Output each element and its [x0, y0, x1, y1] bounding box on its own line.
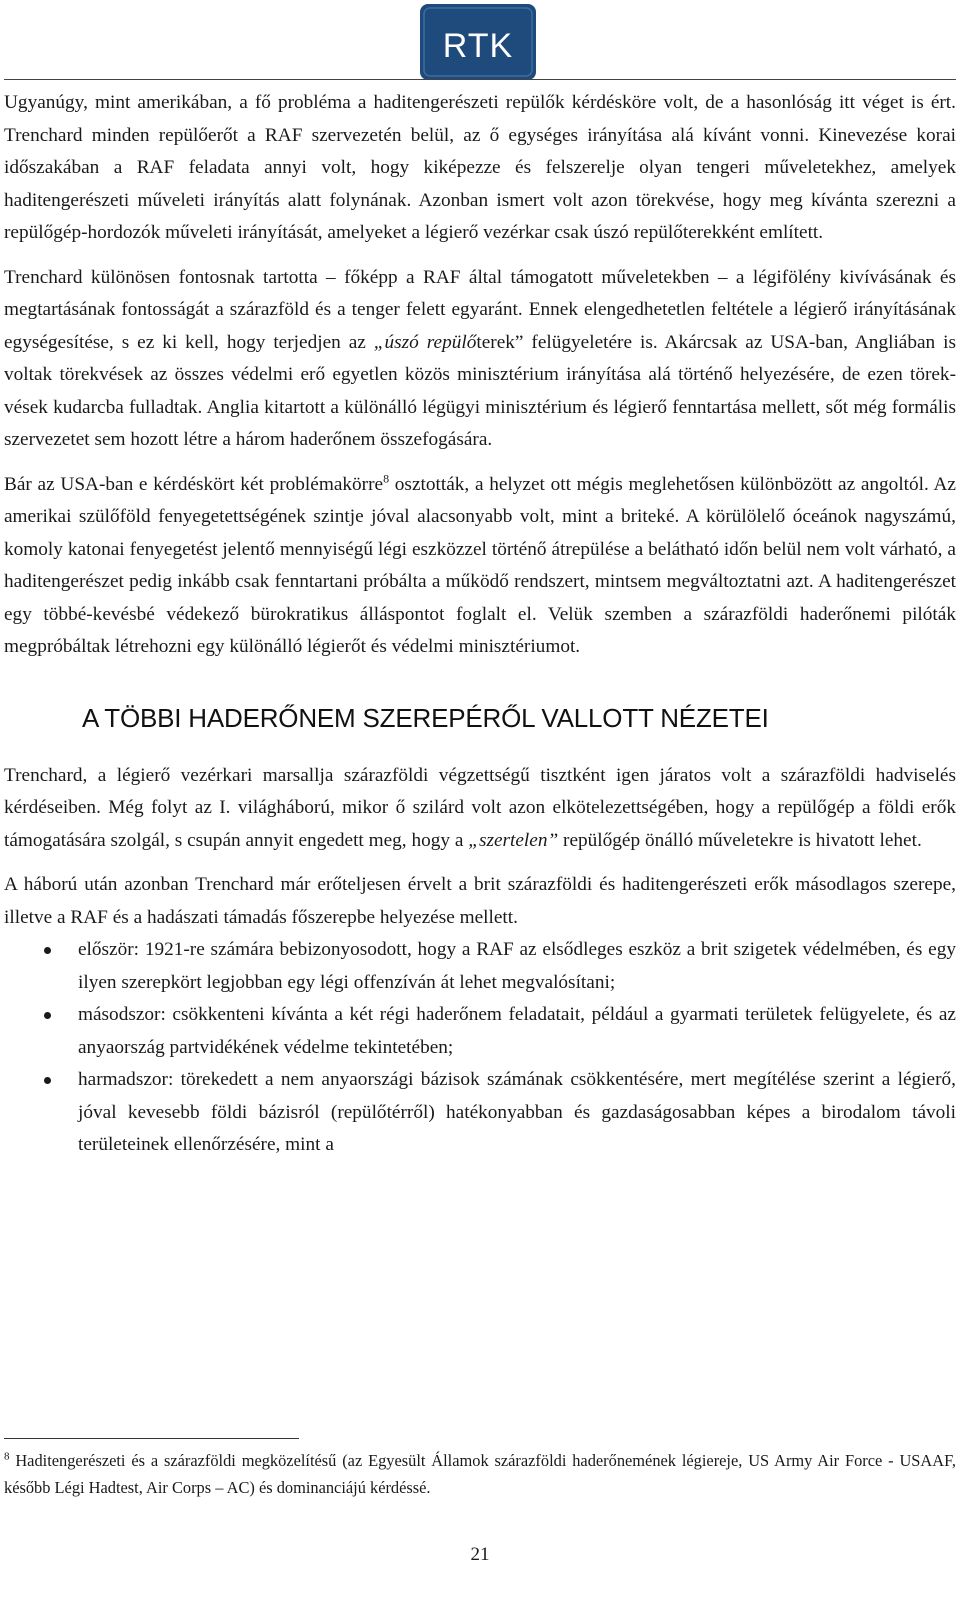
list-item: harmadszor: törekedett a nem anyaországi bázisok számának csökkentésére, mert megítélése szerint a légierő, jóval kevesebb földi bázisról (repülőtérről) hatékonyabban és gazdaságosabban képes a birodalom távoli területeinek ellenőrzésére, mint a	[4, 1064, 956, 1162]
footnote-rule	[4, 1438, 299, 1439]
footnote	[4, 1447, 956, 1501]
rtk-logo	[420, 4, 536, 80]
header-rule	[4, 79, 956, 80]
list-item: először: 1921-re számára bebizonyosodott, hogy a RAF az elsődleges eszköz a brit szigetek védelmében, és egy ilyen szerepkört legjobban egy légi offenzíván át lehet megvalósítani;	[4, 934, 956, 999]
paragraph: A háború után azonban Trenchard már erőteljesen érvelt a brit szárazföldi és haditengerészeti erők másodlagos szerepe, illetve a RAF és a hadászati támadás főszerepbe helyezése mellett.	[4, 874, 956, 928]
paragraph: Ugyanúgy, mint amerikában, a fő probléma a haditengerészeti repülők kérdésköre volt, de a hasonlóság itt véget is ért. Trenchard minden repülőerőt a RAF szervezetén belül, az ő egységes irányítása alá kívánt vonni. Kinevezése korai időszakában a RAF feladata annyi volt, hogy kiképezze és felszerelje olyan tengeri műveletekhez, amelyek haditengerészeti műveleti irányítás alatt folynának. Azonban ismert volt azon törekvése, hogy meg kívánta szerezni a repülőgép-hordozók műveleti irányítását, amelyeket a légierő vezérkar csak úszó repülőterekként említett.	[4, 92, 956, 243]
logo-text: RTK	[442, 27, 514, 65]
paragraph: Trenchard, a légierő vezérkari marsallja szárazföldi végzettségű tisztként igen járatos volt a szárazföldi hadviselés kérdéseiben. Még folyt az I. világháború, mikor ő szilárd volt azon elkötelezettségében, hogy a repülőgép a földi erők támogatására szolgál, s csupán annyit engedett meg, hogy a „szertelen” repülőgép önálló műveletekre is hivatott lehet.	[4, 764, 956, 851]
list-item: másodszor: csökkenteni kívánta a két régi haderőnem feladatait, például a gyarmati területek felügyelete, és az anyaország partvidékének védelme tekintetében;	[4, 999, 956, 1064]
footnote-reference[interactable]: 8	[383, 471, 390, 486]
bullet-icon	[44, 1077, 51, 1084]
bullet-list	[4, 934, 956, 1162]
bullet-icon	[44, 1012, 51, 1019]
paragraph: Bár az USA-ban e kérdéskört két problémakörre$^8$ osztották, a helyzet ott mégis meglehetősen különbözött az angoltól. Az amerikai szülőföld fenyegetettségének szintje jóval alacsonyabb volt, mint a briteké. A körülölelő óceánok nagyszámú, komoly katonai fenyegetést jelentő mennyiségű légi eszközzel történő átrepülése a belátható időn belül nem volt várható, a haditengerészet pedig inkább csak fenntartani próbálta a működő rendszert, mintsem megváltoztatni azt. A haditengerészet egy többé-kevésbé védekező bürokratikus álláspontot foglalt el. Velük szemben a szárazföldi haderőnemi pilóták megpróbáltak létrehozni egy különálló légierőt és védelmi minisztériumot.	[4, 471, 956, 657]
paragraph: Trenchard különösen fontosnak tartotta – főképp a RAF által támogatott műveletekben – a légifölény kivívásának és megtartásának fontosságát a szárazföld és a tenger felett egyaránt. Ennek elengedhetetlen feltétele a légierő irányításának egységesítése, s ez ki kell, hogy terjedjen az „úszó repülőterek” felügyeletére is. Akárcsak az USA-ban, Angliában is voltak törekvések az összes védelmi erő egyetlen közös minisztérium irányítása alá történő helyezésére, de ezen törekvések kudarcba fulladtak. Anglia kitartott a különálló légügyi minisztérium és légierő fenntartása mellett, sőt még formális szervezetet sem hozott létre a három haderőnem összefogására.	[4, 266, 956, 450]
body-text	[4, 87, 956, 1162]
section-heading: A TÖBBI HADERŐNEM SZEREPÉRŐL VALLOTT NÉZETEI	[82, 702, 769, 733]
bullet-icon	[44, 947, 51, 954]
footnote-mark: 8	[4, 1450, 10, 1463]
page-number: 21	[470, 1544, 490, 1565]
footnote-text: Haditengerészeti és a szárazföldi megközelítésű (az Egyesült Államok szárazföldi haderőnemének légiereje, US Army Air Force - USAAF, később Légi Hadtest, Air Corps – AC) és dominanciájú kérdéssé.	[4, 1451, 956, 1497]
